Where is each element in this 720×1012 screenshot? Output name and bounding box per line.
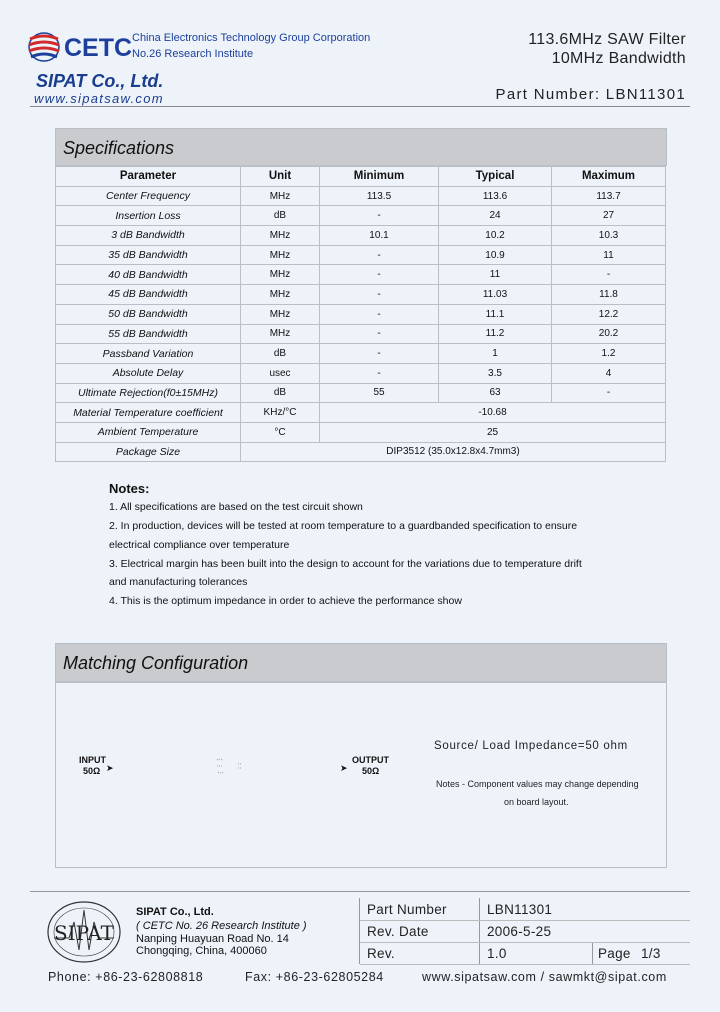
footer-web-email[interactable]: www.sipatsaw.com / sawmkt@sipat.com bbox=[422, 970, 667, 984]
cetc-logo-icon bbox=[26, 30, 62, 64]
cell-typ: 24 bbox=[439, 206, 552, 226]
output-impedance: 50Ω bbox=[362, 766, 380, 776]
footer-page-value: 1/3 bbox=[641, 946, 661, 961]
cell-min: - bbox=[320, 344, 439, 364]
cell-unit: MHz bbox=[241, 285, 320, 305]
cell-param: 50 dB Bandwidth bbox=[56, 304, 241, 324]
footer-hline-2 bbox=[360, 942, 690, 943]
table-row bbox=[56, 206, 666, 226]
footer-page-label: Page bbox=[598, 946, 631, 961]
table-row bbox=[56, 304, 666, 324]
cell-max: 20.2 bbox=[552, 324, 666, 344]
cell-typ: 10.2 bbox=[439, 226, 552, 246]
cell-max: 27 bbox=[552, 206, 666, 226]
table-row bbox=[56, 226, 666, 246]
specifications-section bbox=[55, 128, 667, 166]
cell-min: 113.5 bbox=[320, 186, 439, 206]
cell-typ: 11 bbox=[439, 265, 552, 285]
specifications-table bbox=[55, 166, 666, 462]
doc-title-line2: 10MHz Bandwidth bbox=[551, 50, 686, 67]
cell-max: 11.8 bbox=[552, 285, 666, 305]
cell-min: - bbox=[320, 206, 439, 226]
cell-min: - bbox=[320, 324, 439, 344]
col-header-maximum: Maximum bbox=[552, 167, 666, 187]
cell-unit: °C bbox=[241, 422, 320, 442]
cell-value: DIP3512 (35.0x12.8x4.7mm3) bbox=[241, 442, 666, 462]
col-header-parameter: Parameter bbox=[56, 167, 241, 187]
table-row bbox=[56, 383, 666, 403]
cell-max: 4 bbox=[552, 363, 666, 383]
output-arrow-icon: ➤ bbox=[340, 763, 348, 773]
cell-unit: MHz bbox=[241, 186, 320, 206]
footer-hline-1 bbox=[360, 920, 690, 921]
cell-unit: MHz bbox=[241, 245, 320, 265]
note-line-6: 4. This is the optimum impedance in order to achieve the performance show bbox=[109, 595, 462, 607]
corp-name-line1: China Electronics Technology Group Corporation bbox=[132, 32, 371, 44]
cell-min: - bbox=[320, 245, 439, 265]
cell-max: 1.2 bbox=[552, 344, 666, 364]
cell-value: 25 bbox=[320, 422, 666, 442]
footer-revdate-label: Rev. Date bbox=[367, 924, 429, 939]
matching-note-line2: on board layout. bbox=[504, 797, 569, 807]
table-row bbox=[56, 422, 666, 442]
cell-param: 55 dB Bandwidth bbox=[56, 324, 241, 344]
cell-typ: 113.6 bbox=[439, 186, 552, 206]
note-line-5: and manufacturing tolerances bbox=[109, 576, 248, 588]
cell-max: 10.3 bbox=[552, 226, 666, 246]
footer-rev-value: 1.0 bbox=[487, 946, 507, 961]
source-load-impedance: Source/ Load Impedance=50 ohm bbox=[434, 740, 628, 752]
note-line-4: 3. Electrical margin has been built into the design to account for the variations due to temperature drift bbox=[109, 558, 582, 570]
footer-fax: Fax: +86-23-62805284 bbox=[245, 970, 384, 984]
cell-param: Absolute Delay bbox=[56, 363, 241, 383]
note-line-2: 2. In production, devices will be tested at room temperature to a guardbanded specification to ensure bbox=[109, 520, 578, 532]
header-divider bbox=[30, 106, 690, 107]
footer-phone: Phone: +86-23-62808818 bbox=[48, 970, 204, 984]
cell-typ: 11.03 bbox=[439, 285, 552, 305]
footer-vline-3 bbox=[592, 942, 593, 964]
cell-param: 35 dB Bandwidth bbox=[56, 245, 241, 265]
cell-typ: 10.9 bbox=[439, 245, 552, 265]
col-header-typical: Typical bbox=[439, 167, 552, 187]
input-arrow-icon: ➤ bbox=[106, 763, 114, 773]
footer-part-value: LBN11301 bbox=[487, 902, 553, 917]
table-row bbox=[56, 245, 666, 265]
table-row bbox=[56, 344, 666, 364]
footer-revdate-value: 2006-5-25 bbox=[487, 924, 552, 939]
notes-title: Notes: bbox=[109, 481, 150, 496]
footer-divider bbox=[30, 891, 690, 892]
cell-typ: 3.5 bbox=[439, 363, 552, 383]
matching-diagram-area bbox=[55, 681, 667, 868]
table-row bbox=[56, 442, 666, 462]
header-part-number: Part Number: LBN11301 bbox=[495, 86, 686, 103]
matching-section bbox=[55, 643, 667, 683]
table-row bbox=[56, 265, 666, 285]
cell-max: 113.7 bbox=[552, 186, 666, 206]
cell-max: 12.2 bbox=[552, 304, 666, 324]
note-line-3: electrical compliance over temperature bbox=[109, 539, 290, 551]
cell-min: - bbox=[320, 363, 439, 383]
cell-param: 3 dB Bandwidth bbox=[56, 226, 241, 246]
table-row bbox=[56, 324, 666, 344]
cell-min: 10.1 bbox=[320, 226, 439, 246]
cell-value: -10.68 bbox=[320, 403, 666, 423]
table-header-row bbox=[56, 167, 666, 187]
cell-param: 45 dB Bandwidth bbox=[56, 285, 241, 305]
cell-typ: 63 bbox=[439, 383, 552, 403]
col-header-unit: Unit bbox=[241, 167, 320, 187]
cell-unit: MHz bbox=[241, 265, 320, 285]
cell-min: - bbox=[320, 285, 439, 305]
sipat-seal-text: SIPAT bbox=[54, 921, 114, 945]
cell-max: 11 bbox=[552, 245, 666, 265]
output-label: OUTPUT bbox=[352, 755, 389, 765]
cell-param: Ultimate Rejection(f0±15MHz) bbox=[56, 383, 241, 403]
table-row bbox=[56, 285, 666, 305]
cell-param: Passband Variation bbox=[56, 344, 241, 364]
cell-min: - bbox=[320, 265, 439, 285]
cell-param: Ambient Temperature bbox=[56, 422, 241, 442]
footer-part-label: Part Number bbox=[367, 902, 447, 917]
cell-min: 55 bbox=[320, 383, 439, 403]
table-row bbox=[56, 363, 666, 383]
cell-unit: dB bbox=[241, 383, 320, 403]
cetc-logo-text: CETC bbox=[64, 34, 133, 62]
cell-unit: MHz bbox=[241, 226, 320, 246]
footer-company: SIPAT Co., Ltd. bbox=[136, 906, 214, 918]
footer-vline-2 bbox=[479, 898, 480, 964]
cell-typ: 11.1 bbox=[439, 304, 552, 324]
cell-max: - bbox=[552, 383, 666, 403]
cell-param: Center Frequency bbox=[56, 186, 241, 206]
note-line-1: 1. All specifications are based on the test circuit shown bbox=[109, 501, 363, 513]
corp-name-line2: No.26 Research Institute bbox=[132, 48, 254, 60]
cell-param: Package Size bbox=[56, 442, 241, 462]
table-row bbox=[56, 403, 666, 423]
cell-typ: 1 bbox=[439, 344, 552, 364]
company-website[interactable]: www.sipatsaw.com bbox=[34, 91, 164, 106]
cell-typ: 11.2 bbox=[439, 324, 552, 344]
cell-unit: usec bbox=[241, 363, 320, 383]
cell-unit: KHz/°C bbox=[241, 403, 320, 423]
footer-address-line1: Nanping Huayuan Road No. 14 bbox=[136, 933, 289, 945]
doc-title-line1: 113.6MHz SAW Filter bbox=[528, 31, 686, 48]
cell-param: Insertion Loss bbox=[56, 206, 241, 226]
cell-unit: MHz bbox=[241, 304, 320, 324]
sipat-seal-logo-icon bbox=[34, 898, 134, 966]
cell-unit: dB bbox=[241, 344, 320, 364]
input-label: INPUT bbox=[79, 755, 106, 765]
cell-unit: MHz bbox=[241, 324, 320, 344]
col-header-minimum: Minimum bbox=[320, 167, 439, 187]
footer-rev-label: Rev. bbox=[367, 946, 395, 961]
cell-unit: dB bbox=[241, 206, 320, 226]
footer-institute: ( CETC No. 26 Research Institute ) bbox=[136, 920, 307, 932]
footer-address-line2: Chongqing, China, 400060 bbox=[136, 945, 267, 957]
table-row bbox=[56, 186, 666, 206]
footer-vline-1 bbox=[359, 898, 360, 964]
specifications-title: Specifications bbox=[56, 129, 666, 166]
input-impedance: 50Ω bbox=[83, 766, 101, 776]
cell-param: Material Temperature coefficient bbox=[56, 403, 241, 423]
matching-title: Matching Configuration bbox=[56, 644, 666, 682]
footer-hline-3 bbox=[360, 964, 690, 965]
company-name: SIPAT Co., Ltd. bbox=[36, 71, 164, 91]
saw-filter-symbol-icon bbox=[214, 756, 246, 776]
cell-param: 40 dB Bandwidth bbox=[56, 265, 241, 285]
cell-max: - bbox=[552, 265, 666, 285]
cell-min: - bbox=[320, 304, 439, 324]
matching-note-line1: Notes - Component values may change depending bbox=[436, 779, 639, 789]
